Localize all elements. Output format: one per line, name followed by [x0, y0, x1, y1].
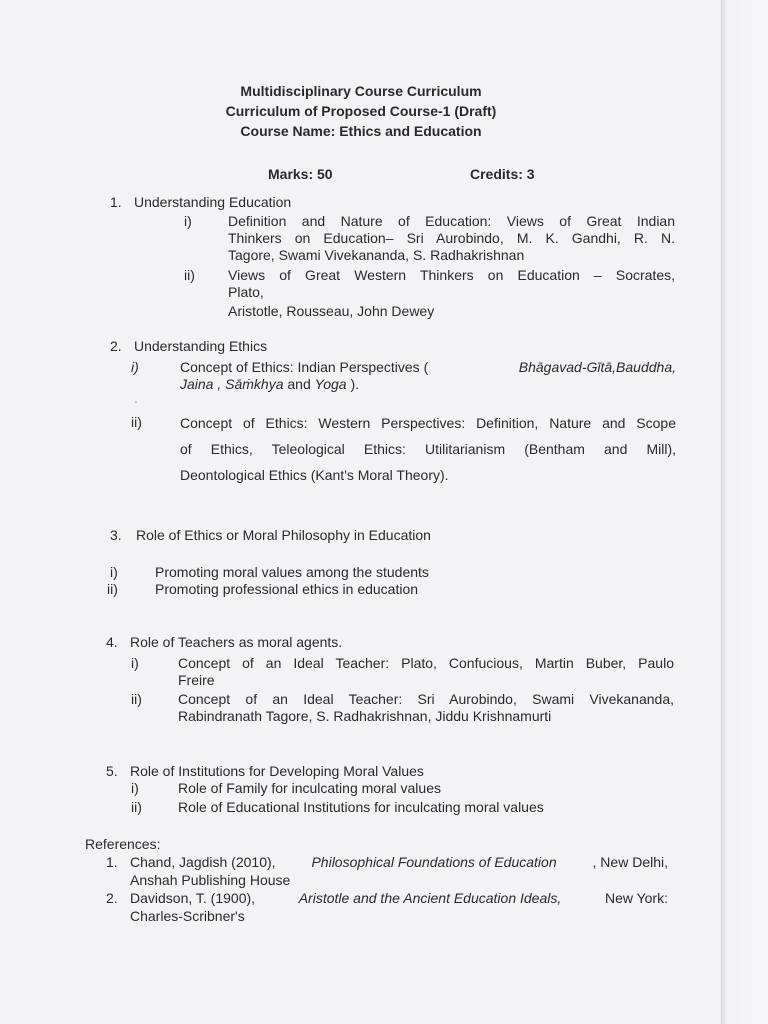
item-text-italic: Yoga — [314, 376, 347, 392]
item-text: Plato, — [228, 284, 264, 300]
item-text — [180, 376, 359, 393]
reference-number: 2. — [106, 890, 118, 906]
item-marker: ii) — [184, 267, 195, 283]
item-text: Views of Great Western Thinkers on Education – Socrates, — [228, 267, 675, 283]
section-title: Role of Institutions for Developing Moral Values — [130, 763, 424, 779]
item-text-plain: and — [283, 376, 315, 392]
item-text: Concept of Ethics: Western Perspectives: Definition, Nature and Scope — [180, 415, 676, 431]
section-number: 1. — [110, 194, 122, 210]
references-heading: References: — [85, 836, 161, 852]
section-title: Understanding Education — [134, 194, 292, 210]
item-text: Role of Family for inculcating moral values — [178, 780, 441, 796]
item-text-plain: Concept of Ethics: Indian Perspectives ( — [180, 359, 429, 375]
item-marker: ii) — [107, 581, 118, 597]
course-subtitle: Curriculum of Proposed Course-1 (Draft) — [225, 103, 497, 119]
item-text: Deontological Ethics (Kant's Moral Theory). — [180, 467, 449, 483]
item-text: Thinkers on Education– Sri Aurobindo, M. K. Gandhi, R. N. — [228, 230, 675, 246]
item-text: Freire — [178, 672, 215, 688]
item-text: Promoting professional ethics in education — [155, 581, 419, 597]
item-text: Concept of an Ideal Teacher: Sri Aurobindo, Swami Vivekananda, — [178, 691, 674, 707]
section-title: Role of Ethics or Moral Philosophy in Education — [136, 527, 431, 543]
item-text: Promoting moral values among the students — [155, 564, 429, 580]
item-marker: i) — [110, 564, 118, 580]
section-number: 3. — [110, 527, 122, 543]
reference-book-title: Aristotle and the Ancient Education Ideals, — [298, 890, 562, 906]
item-marker: i) — [131, 655, 139, 671]
reference-book-title: Philosophical Foundations of Education — [311, 854, 557, 870]
item-marker: i) — [131, 359, 139, 375]
credits-label: Credits: 3 — [470, 166, 535, 182]
item-text: Aristotle, Rousseau, John Dewey — [228, 303, 435, 319]
section-number: 4. — [106, 634, 118, 650]
reference-2 — [130, 890, 668, 907]
reference-number: 1. — [106, 854, 118, 870]
item-text: of Ethics, Teleological Ethics: Utilitarianism (Bentham and Mill), — [180, 441, 676, 457]
item-text — [180, 359, 676, 376]
reference-1 — [130, 854, 668, 871]
marks-label: Marks: 50 — [268, 166, 333, 182]
item-marker: ii) — [131, 799, 142, 815]
item-text: Definition and Nature of Education: Views of Great Indian — [228, 213, 675, 229]
item-text-plain: ). — [346, 376, 360, 392]
section-number: 2. — [110, 338, 122, 354]
section-number: 5. — [106, 763, 118, 779]
section-title: Role of Teachers as moral agents. — [130, 634, 343, 650]
item-text: Role of Educational Institutions for inculcating moral values — [178, 799, 544, 815]
item-marker: ii) — [131, 414, 142, 430]
item-marker: ii) — [131, 691, 142, 707]
reference-2-line2: Charles-Scribner's — [130, 908, 245, 924]
item-text: Rabindranath Tagore, S. Radhakrishnan, Jiddu Krishnamurti — [178, 708, 552, 724]
section-title: Understanding Ethics — [134, 338, 268, 354]
item-text-italic: Jaina , Sāṁkhya — [180, 376, 284, 392]
item-marker: i) — [184, 213, 192, 229]
reference-publisher: , New Delhi, — [592, 854, 668, 870]
reference-author: Davidson, T. (1900), — [130, 890, 256, 906]
curriculum-title: Multidisciplinary Course Curriculum — [240, 83, 482, 99]
reference-author: Chand, Jagdish (2010), — [130, 854, 276, 870]
stray-dot: . — [134, 390, 138, 406]
reference-publisher: New York: — [604, 890, 668, 906]
item-text: Concept of an Ideal Teacher: Plato, Confucious, Martin Buber, Paulo — [178, 655, 674, 671]
item-text: Tagore, Swami Vivekananda, S. Radhakrishnan — [228, 247, 525, 263]
course-name: Course Name: Ethics and Education — [240, 123, 482, 139]
reference-1-line2: Anshah Publishing House — [130, 872, 291, 888]
item-marker: i) — [131, 780, 139, 796]
page-edge — [721, 0, 768, 1024]
item-text-italic: Bhāgavad-Gītā,Bauddha, — [518, 359, 676, 375]
